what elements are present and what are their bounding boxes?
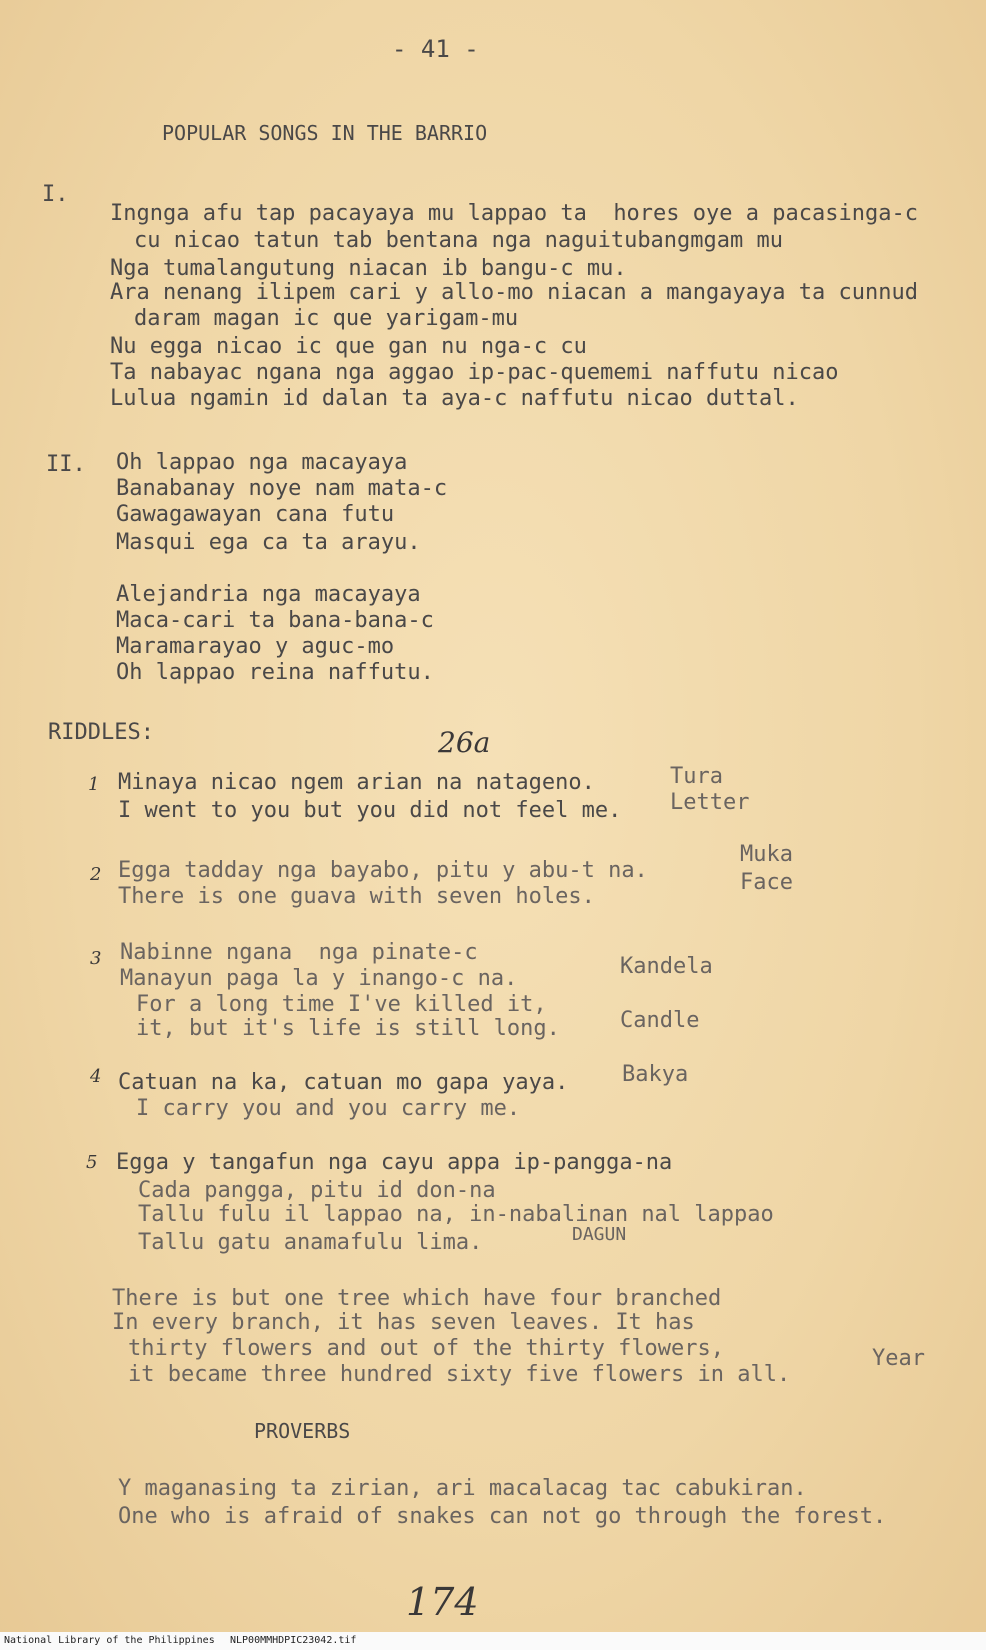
riddle-line: Minaya nicao ngem arian na natageno. [118,770,595,795]
song2-line: Banabanay noye nam mata-c [116,476,448,501]
riddle-translation-line: thirty flowers and out of the thirty flowers, [128,1336,725,1361]
song2b-line: Maramarayao y aguc-mo [116,634,395,659]
section-numeral-1: I. [42,182,69,207]
riddle-translation-line: it became three hundred sixty five flowers in all. [128,1362,791,1387]
riddle-line: Egga y tangafun nga cayu appa ip-pangga-na [116,1150,673,1175]
page-title: POPULAR SONGS IN THE BARRIO [162,121,488,145]
riddle-line: Catuan na ka, catuan mo gapa yaya. [118,1070,569,1095]
riddle-line: For a long time I've killed it, [136,992,547,1017]
riddle-line: Tallu fulu il lappao na, in-nabalinan nal lappao [138,1202,774,1227]
footer-right: NLP00MMHDPIC23042.tif [230,1635,357,1646]
handwritten-page-number: 174 [406,1580,479,1624]
riddle-line: Manayun paga la y inango-c na. [120,966,518,991]
page-number: - 41 - [392,35,479,63]
footer-left: National Library of the Philippines [4,1635,215,1646]
song1-line: Ingnga afu tap pacayaya mu lappao ta hores oye a pacasinga-c [110,201,918,226]
riddle-line: Tallu gatu anamafulu lima. [138,1230,483,1255]
riddle-answer: Kandela [620,954,713,979]
riddle-marker: 1 [88,774,100,795]
song2-line: Gawagawayan cana futu [116,502,395,527]
riddle-translation-line: There is but one tree which have four branched [112,1286,722,1311]
riddle-answer: Face [740,870,793,895]
song1-line: Nu egga nicao ic que gan nu nga-c cu [110,334,587,359]
riddle-line: I carry you and you carry me. [136,1096,521,1121]
proverb-line: Y maganasing ta zirian, ari macalacag tac cabukiran. [118,1476,807,1501]
riddle-line: Nabinne ngana nga pinate-c [120,940,478,965]
riddle-marker: 5 [86,1152,98,1173]
riddle-translation-line: In every branch, it has seven leaves. It has [112,1310,695,1335]
riddle-answer: Letter [670,790,750,815]
song2b-line: Alejandria nga macayaya [116,582,421,607]
riddle-marker: 2 [90,864,102,885]
riddle-answer: Bakya [622,1062,689,1087]
riddle-answer: Year [872,1346,925,1371]
riddle-line: Cada pangga, pitu id don-na [138,1178,496,1203]
riddle-line: it, but it's life is still long. [136,1016,560,1041]
riddle-answer: Tura [670,764,723,789]
song1-line: Nga tumalangutung niacan ib bangu-c mu. [110,256,627,281]
song1-line: Ta nabayac ngana nga aggao ip-pac-quememi naffutu nicao [110,360,839,385]
song1-line: Lulua ngamin id dalan ta aya-c naffutu nicao duttal. [110,386,799,411]
riddle-line: I went to you but you did not feel me. [118,798,622,823]
handwritten-note: 26a [438,726,491,759]
riddle-answer: Candle [620,1008,700,1033]
song2-line: Masqui ega ca ta arayu. [116,530,421,555]
riddles-heading: RIDDLES: [48,720,154,745]
song1-line: cu nicao tatun tab bentana nga naguitubangmgam mu [134,228,784,253]
riddle-marker: 4 [90,1066,102,1087]
song2b-line: Maca-cari ta bana-bana-c [116,608,434,633]
song1-line: Ara nenang ilipem cari y allo-mo niacan a mangayaya ta cunnud [110,280,918,305]
riddle-line: There is one guava with seven holes. [118,884,595,909]
riddle-answer: DAGUN [572,1224,627,1245]
section-numeral-2: II. [46,452,86,477]
proverbs-heading: PROVERBS [254,1419,351,1443]
song1-line: daram magan ic que yarigam-mu [134,306,519,331]
song2-line: Oh lappao nga macayaya [116,450,408,475]
song2b-line: Oh lappao reina naffutu. [116,660,434,685]
riddle-marker: 3 [90,948,102,969]
footer-bar [0,1632,986,1650]
riddle-line: Egga tadday nga bayabo, pitu y abu-t na. [118,858,648,883]
riddle-answer: Muka [740,842,793,867]
proverb-line: One who is afraid of snakes can not go through the forest. [118,1504,887,1529]
